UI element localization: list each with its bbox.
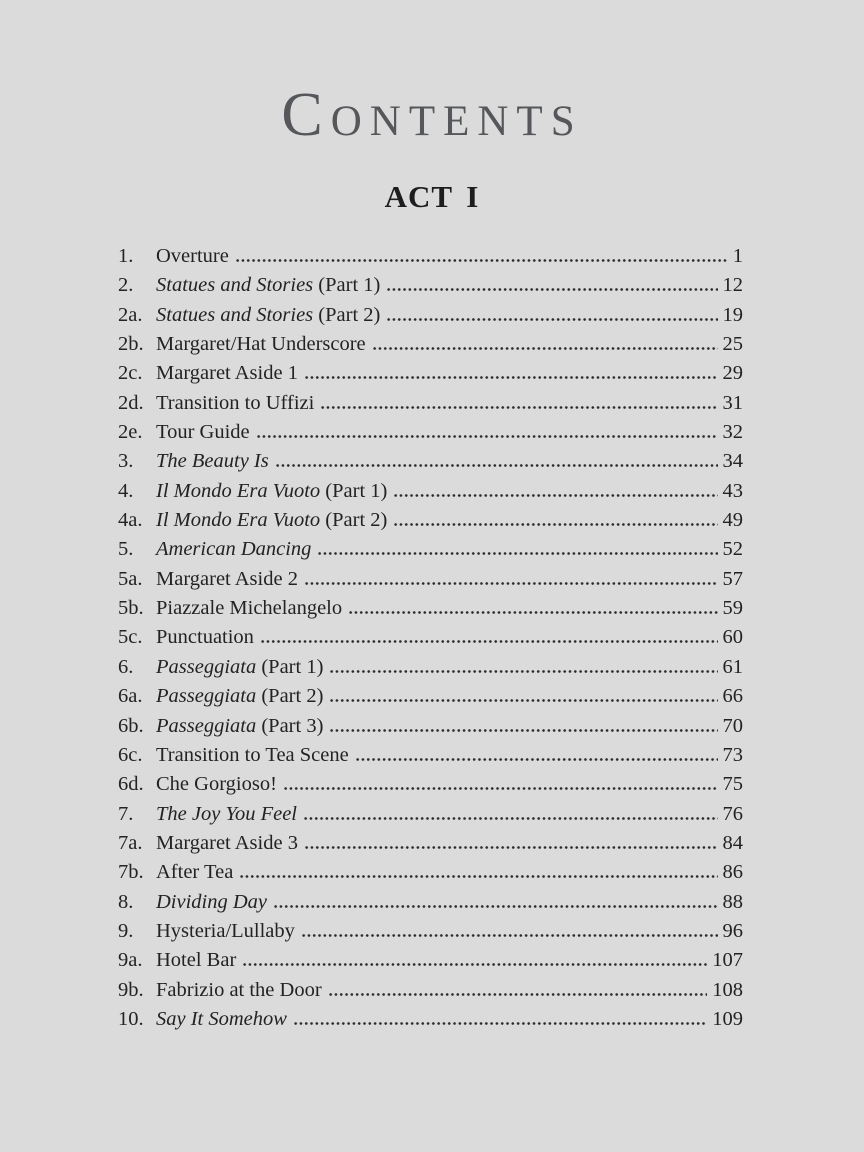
entry-number: 4. bbox=[118, 479, 134, 502]
entry-title-suffix: (Part 2) bbox=[256, 685, 324, 708]
entry-title-text: Fabrizio at the Door bbox=[156, 978, 322, 1001]
entry-number: 6d. bbox=[118, 773, 144, 796]
entry-title bbox=[156, 861, 233, 884]
entry-page-number: 66 bbox=[722, 685, 743, 708]
dot-leader bbox=[328, 993, 708, 996]
entry-number: 5b. bbox=[118, 597, 144, 620]
entry-number: 6a. bbox=[118, 685, 143, 708]
entry-page-number: 96 bbox=[722, 919, 743, 942]
dot-leader bbox=[317, 552, 717, 555]
entry-title-text: Margaret Aside 2 bbox=[156, 567, 298, 590]
entry-number: 6. bbox=[118, 655, 134, 678]
entry-title bbox=[156, 803, 297, 826]
entry-title-text: Il Mondo Era Vuoto bbox=[156, 509, 321, 532]
entry-title-text: Punctuation bbox=[156, 626, 254, 649]
dot-leader bbox=[301, 934, 718, 937]
entry-title bbox=[156, 333, 366, 356]
dot-leader bbox=[293, 1022, 707, 1025]
entry-title-text: Margaret/Hat Underscore bbox=[156, 333, 366, 356]
entry-title bbox=[156, 832, 298, 855]
entry-page-number: 32 bbox=[722, 421, 743, 444]
entry-number: 2a. bbox=[118, 303, 143, 326]
dot-leader bbox=[304, 846, 718, 849]
entry-title bbox=[156, 392, 314, 415]
entry-number: 2e. bbox=[118, 421, 143, 444]
entry-title-text: Il Mondo Era Vuoto bbox=[156, 479, 321, 502]
entry-page-number: 70 bbox=[722, 714, 743, 737]
entry-title-text: After Tea bbox=[156, 861, 234, 884]
toc-entry bbox=[118, 949, 743, 978]
entry-title bbox=[156, 597, 342, 620]
entry-page-number: 34 bbox=[722, 450, 743, 473]
entry-number: 2d. bbox=[118, 391, 144, 414]
toc-entry bbox=[118, 832, 743, 861]
entry-number: 3. bbox=[118, 450, 134, 473]
entry-title-text: Passeggiata bbox=[156, 655, 257, 678]
entry-page-number: 60 bbox=[722, 626, 743, 649]
entry-title-text: Statues and Stories bbox=[156, 274, 314, 297]
dot-leader bbox=[329, 729, 717, 732]
entry-title-text: Passeggiata bbox=[156, 685, 257, 708]
toc-entry bbox=[118, 245, 743, 274]
entry-number: 2c. bbox=[118, 362, 143, 385]
entry-number: 7a. bbox=[118, 831, 143, 854]
entry-title-suffix: (Part 3) bbox=[256, 714, 324, 737]
entry-page-number: 107 bbox=[712, 949, 743, 972]
entry-page-number: 43 bbox=[722, 479, 743, 502]
dot-leader bbox=[386, 318, 717, 321]
dot-leader bbox=[273, 905, 717, 908]
entry-title-text: Transition to Uffizi bbox=[156, 391, 315, 414]
entry-title bbox=[156, 891, 267, 914]
entry-number: 5a. bbox=[118, 567, 143, 590]
entry-number: 9b. bbox=[118, 978, 144, 1001]
entry-title bbox=[156, 245, 229, 268]
toc-entry bbox=[118, 861, 743, 890]
entry-page-number: 75 bbox=[722, 773, 743, 796]
entry-number: 1. bbox=[118, 245, 134, 267]
dot-leader bbox=[329, 699, 717, 702]
toc-entry bbox=[118, 333, 743, 362]
entry-title bbox=[156, 450, 269, 473]
toc-entry bbox=[118, 1008, 743, 1037]
entry-title-text: Che Gorgioso! bbox=[156, 773, 277, 796]
dot-leader bbox=[304, 582, 718, 585]
toc-entry bbox=[118, 891, 743, 920]
page-title bbox=[0, 81, 864, 149]
entry-page-number: 12 bbox=[722, 274, 743, 297]
dot-leader bbox=[256, 435, 718, 438]
dot-leader bbox=[260, 640, 718, 643]
toc-entry bbox=[118, 480, 743, 509]
entry-title-suffix: (Part 1) bbox=[256, 655, 324, 678]
entry-number: 4a. bbox=[118, 509, 143, 532]
entry-title bbox=[156, 979, 322, 1002]
entry-title bbox=[156, 274, 380, 297]
entry-title-text: The Beauty Is bbox=[156, 450, 269, 473]
entry-title-text: The Joy You Feel bbox=[156, 802, 298, 825]
entry-number: 5c. bbox=[118, 626, 143, 649]
entry-title bbox=[156, 920, 295, 943]
entry-title bbox=[156, 949, 236, 972]
toc-entry bbox=[118, 803, 743, 832]
toc-entry bbox=[118, 656, 743, 685]
toc-entry bbox=[118, 304, 743, 333]
page-title-initial: C bbox=[281, 81, 331, 149]
entry-title bbox=[156, 480, 387, 503]
entry-title-text: Hysteria/Lullaby bbox=[156, 919, 295, 942]
toc-entry bbox=[118, 920, 743, 949]
entry-page-number: 86 bbox=[722, 861, 743, 884]
entry-page-number: 1 bbox=[732, 245, 743, 267]
entry-page-number: 109 bbox=[712, 1007, 743, 1030]
entry-title-text: Statues and Stories bbox=[156, 303, 314, 326]
entry-title bbox=[156, 1008, 287, 1031]
entry-page-number: 73 bbox=[722, 743, 743, 766]
entry-page-number: 25 bbox=[722, 333, 743, 356]
entry-title bbox=[156, 773, 277, 796]
entry-title bbox=[156, 568, 298, 591]
dot-leader bbox=[329, 670, 717, 673]
entry-title-text: Overture bbox=[156, 245, 229, 267]
entry-title-suffix: (Part 1) bbox=[313, 274, 381, 297]
toc-entry bbox=[118, 744, 743, 773]
entry-title-suffix: (Part 1) bbox=[320, 479, 388, 502]
entry-number: 2. bbox=[118, 274, 134, 297]
act-heading: ACT I bbox=[384, 179, 480, 214]
entry-title-text: American Dancing bbox=[156, 538, 312, 561]
entry-number: 10. bbox=[118, 1007, 144, 1030]
toc-entry bbox=[118, 450, 743, 479]
entry-title-text: Margaret Aside 1 bbox=[156, 362, 298, 385]
dot-leader bbox=[275, 464, 718, 467]
toc-entry bbox=[118, 362, 743, 391]
entry-number: 8. bbox=[118, 890, 134, 913]
entry-page-number: 61 bbox=[722, 655, 743, 678]
dot-leader bbox=[372, 347, 718, 350]
entry-page-number: 57 bbox=[722, 567, 743, 590]
dot-leader bbox=[348, 611, 717, 614]
entry-title bbox=[156, 509, 387, 532]
entry-number: 7b. bbox=[118, 861, 144, 884]
entry-title-text: Piazzale Michelangelo bbox=[156, 597, 343, 620]
entry-number: 6c. bbox=[118, 743, 143, 766]
page-title-rest: ONTENTS bbox=[330, 98, 583, 145]
entry-number: 9a. bbox=[118, 949, 143, 972]
entry-page-number: 49 bbox=[722, 509, 743, 532]
dot-leader bbox=[242, 963, 707, 966]
entry-page-number: 88 bbox=[722, 890, 743, 913]
entry-title-text: Tour Guide bbox=[156, 421, 250, 444]
toc-list bbox=[118, 245, 743, 1037]
dot-leader bbox=[283, 787, 718, 790]
dot-leader bbox=[239, 875, 717, 878]
toc-entry bbox=[118, 626, 743, 655]
toc-entry bbox=[118, 568, 743, 597]
entry-number: 2b. bbox=[118, 333, 144, 356]
entry-title bbox=[156, 656, 323, 679]
entry-title bbox=[156, 304, 380, 327]
entry-page-number: 19 bbox=[722, 303, 743, 326]
toc-entry bbox=[118, 979, 743, 1008]
entry-title bbox=[156, 685, 323, 708]
toc-entry bbox=[118, 685, 743, 714]
entry-page-number: 76 bbox=[722, 802, 743, 825]
entry-number: 7. bbox=[118, 802, 134, 825]
toc-entry bbox=[118, 773, 743, 802]
dot-leader bbox=[304, 376, 718, 379]
dot-leader bbox=[320, 406, 717, 409]
entry-title-text: Transition to Tea Scene bbox=[156, 743, 349, 766]
entry-title-text: Say It Somehow bbox=[156, 1007, 287, 1030]
entry-title-suffix: (Part 2) bbox=[320, 509, 388, 532]
entry-title bbox=[156, 538, 311, 561]
entry-title bbox=[156, 362, 298, 385]
dot-leader bbox=[393, 523, 717, 526]
dot-leader bbox=[235, 259, 728, 262]
toc-entry bbox=[118, 392, 743, 421]
dot-leader bbox=[355, 758, 718, 761]
toc-entry bbox=[118, 421, 743, 450]
entry-title-text: Passeggiata bbox=[156, 714, 257, 737]
entry-title-text: Dividing Day bbox=[156, 890, 268, 913]
entry-title-suffix: (Part 2) bbox=[313, 303, 381, 326]
entry-title bbox=[156, 715, 323, 738]
entry-title bbox=[156, 744, 349, 767]
toc-entry bbox=[118, 715, 743, 744]
entry-page-number: 31 bbox=[722, 391, 743, 414]
entry-page-number: 29 bbox=[722, 362, 743, 385]
dot-leader bbox=[393, 494, 717, 497]
entry-title bbox=[156, 626, 254, 649]
toc-entry bbox=[118, 538, 743, 567]
toc-entry bbox=[118, 509, 743, 538]
entry-number: 9. bbox=[118, 919, 134, 942]
entry-number: 5. bbox=[118, 538, 134, 561]
toc-entry bbox=[118, 274, 743, 303]
entry-page-number: 108 bbox=[712, 978, 743, 1001]
toc-entry bbox=[118, 597, 743, 626]
entry-title-text: Margaret Aside 3 bbox=[156, 831, 298, 854]
dot-leader bbox=[303, 817, 717, 820]
entry-page-number: 84 bbox=[722, 831, 743, 854]
entry-number: 6b. bbox=[118, 714, 144, 737]
entry-title bbox=[156, 421, 250, 444]
entry-title-text: Hotel Bar bbox=[156, 949, 237, 972]
entry-page-number: 59 bbox=[722, 597, 743, 620]
dot-leader bbox=[386, 288, 717, 291]
entry-page-number: 52 bbox=[722, 538, 743, 561]
